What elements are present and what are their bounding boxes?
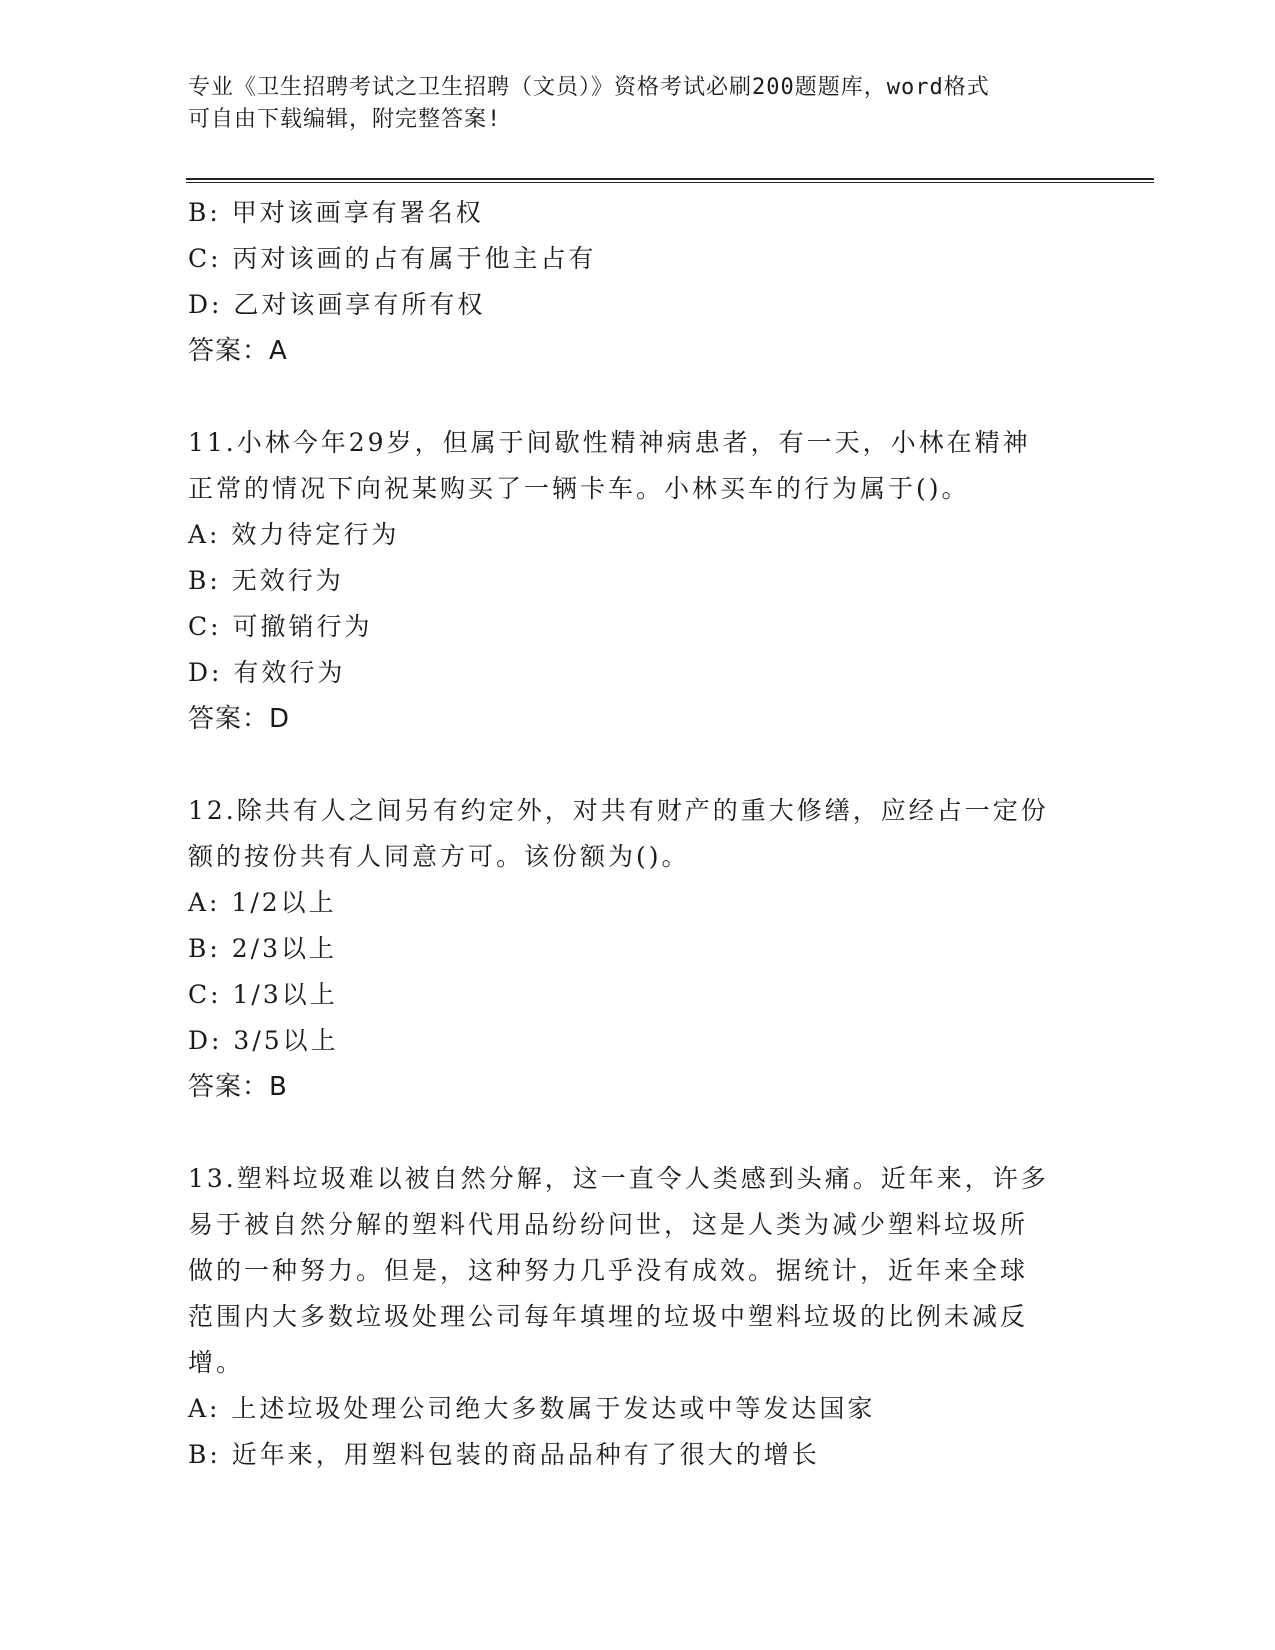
question-stem-line: 易于被自然分解的塑料代用品纷纷问世，这是人类为减少塑料垃圾所 (188, 1210, 1029, 1239)
option-b: B: 2/3以上 (188, 934, 337, 963)
answer-label: 答案：A (188, 336, 288, 366)
option-d: D: 乙对该画享有所有权 (188, 290, 486, 319)
question-stem-line: 额的按份共有人同意方可。该份额为()。 (188, 842, 690, 871)
question-list (188, 190, 1088, 1478)
answer-label: 答案：D (188, 704, 291, 734)
option-a: A: 1/2以上 (188, 888, 337, 917)
option-b: B: 甲对该画享有署名权 (188, 198, 484, 227)
question-stem-line: 13.塑料垃圾难以被自然分解，这一直令人类感到头痛。近年来，许多 (188, 1164, 1049, 1193)
option-b: B: 无效行为 (188, 566, 344, 595)
question-stem-line: 正常的情况下向祝某购买了一辆卡车。小林买车的行为属于()。 (188, 474, 970, 503)
question-10 (188, 190, 1088, 374)
question-stem-line: 11.小林今年29岁，但属于间歇性精神病患者，有一天，小林在精神 (188, 428, 1031, 457)
question-stem-line: 做的一种努力。但是，这种努力几乎没有成效。据统计，近年来全球 (188, 1256, 1029, 1285)
header-line-2: 可自由下载编辑，附完整答案! (188, 107, 502, 132)
answer-label: 答案：B (188, 1072, 288, 1102)
option-b: B: 近年来，用塑料包装的商品品种有了很大的增长 (188, 1440, 820, 1469)
question-13 (188, 1156, 1088, 1478)
document-header (188, 72, 1068, 136)
option-c: C: 1/3以上 (188, 980, 338, 1009)
option-c: C: 可撤销行为 (188, 612, 373, 641)
option-a: A: 效力待定行为 (188, 520, 400, 549)
option-d: D: 有效行为 (188, 658, 346, 687)
question-12 (188, 788, 1088, 1110)
question-11 (188, 420, 1088, 742)
option-c: C: 丙对该画的占有属于他主占有 (188, 244, 597, 273)
header-divider (186, 178, 1154, 183)
question-stem-line: 增。 (188, 1348, 245, 1377)
question-stem-line: 范围内大多数垃圾处理公司每年填埋的垃圾中塑料垃圾的比例未减反 (188, 1302, 1029, 1331)
question-stem-line: 12.除共有人之间另有约定外，对共有财产的重大修缮，应经占一定份 (188, 796, 1049, 825)
header-line-1: 专业《卫生招聘考试之卫生招聘（文员）》资格考试必刷200题题库，word格式 (188, 75, 990, 100)
option-a: A: 上述垃圾处理公司绝大多数属于发达或中等发达国家 (188, 1394, 876, 1423)
option-d: D: 3/5以上 (188, 1026, 339, 1055)
